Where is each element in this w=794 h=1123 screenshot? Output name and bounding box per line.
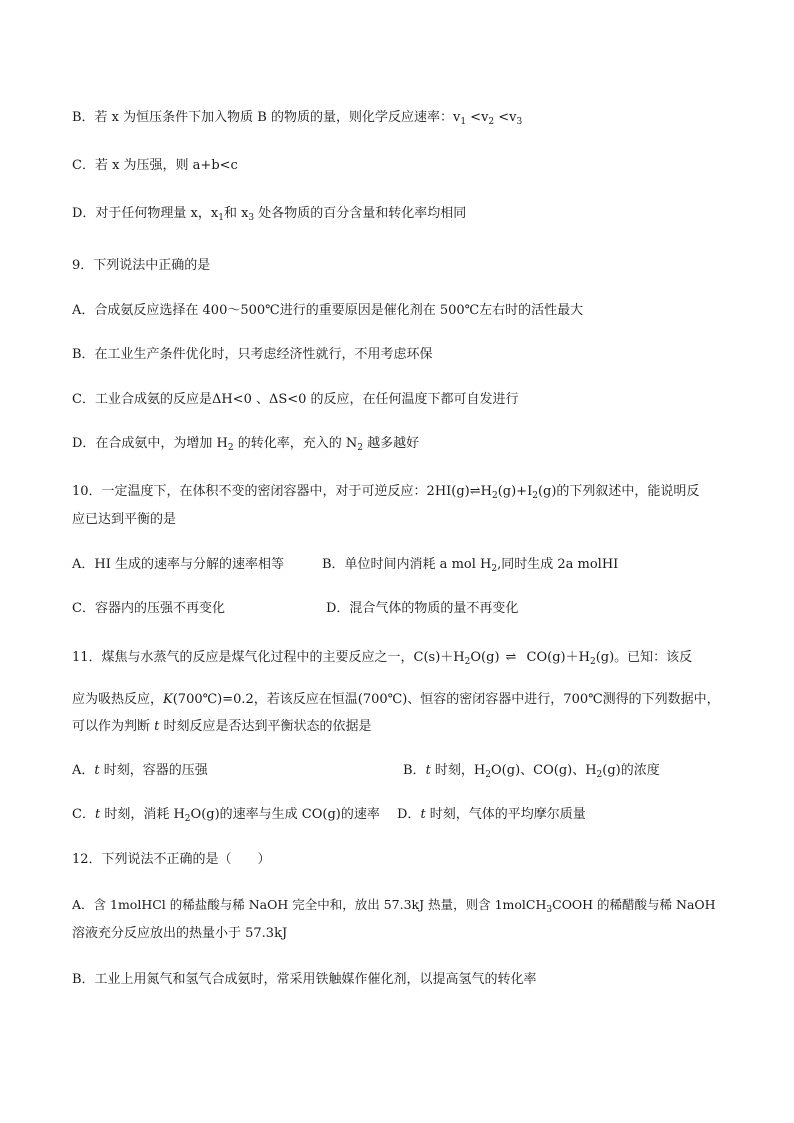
q9-option-a-text: A．合成氨反应选择在 400～500℃进行的重要原因是催化剂在 500℃左右时的活性最大: [72, 303, 584, 318]
q10-option-d-text: D．混合气体的物质的量不再变化: [326, 601, 519, 616]
q9-stem: [72, 258, 210, 274]
q8-option-c: [72, 158, 238, 174]
q11-stem-line2: [72, 692, 720, 708]
q12-stem: [72, 852, 271, 868]
q10-stem-text: (g)+I: [497, 484, 533, 499]
q10-option-b-text: B．单位时间内消耗 a mol H: [322, 557, 492, 572]
q8-option-d-text: D．对于任何物理量 x，x: [72, 206, 219, 221]
q11-stem-text: O(g): [470, 650, 500, 665]
subscript: 2: [357, 443, 364, 453]
q9-option-d-text: 的转化率，充入的 N: [233, 436, 358, 451]
q10-option-a: [72, 557, 284, 573]
equilibrium-arrow-icon: ⇌: [505, 650, 517, 665]
q11-option-b: [403, 763, 660, 779]
subscript: 2: [464, 657, 471, 667]
q10-stem-text: 10．一定温度下，在体积不变的密闭容器中，对于可逆反应：2HI(g)⇌H: [72, 484, 492, 499]
q10-option-a-text: A．HI 生成的速率与分解的速率相等: [72, 557, 284, 572]
time-symbol: t: [425, 763, 431, 778]
equilibrium-constant-symbol: K: [163, 692, 173, 707]
q11-stem-text: (g)。已知：该反: [595, 650, 693, 665]
q11-stem-text: CO(g)＋H: [522, 650, 590, 665]
subscript: 2: [184, 814, 191, 824]
q8-option-d: [72, 206, 466, 222]
q10-stem-text: (g)的下列叙述中，能说明反: [537, 484, 700, 499]
q11-stem-line1: [72, 650, 692, 666]
q10-stem-line2: [72, 512, 176, 528]
q11-option-c-text: C．: [72, 807, 95, 822]
subscript: 2: [485, 770, 492, 780]
q11-option-a: [72, 763, 208, 779]
q8-option-b-text: <v: [466, 110, 489, 125]
time-symbol: t: [420, 807, 426, 822]
q12-option-a-text: 溶液充分反应放出的热量小于 57.3kJ: [72, 926, 288, 941]
q11-option-d-text: 时刻，气体的平均摩尔质量: [425, 807, 586, 822]
q12-option-a-text: A．含 1molHCl 的稀盐酸与稀 NaOH 完全中和，放出 57.3kJ 热量，则含 1molCH: [72, 897, 547, 912]
q11-stem-line3: [72, 719, 372, 735]
subscript: 3: [516, 117, 523, 127]
subscript: 2: [589, 657, 596, 667]
q8-option-b-text: <v: [494, 110, 517, 125]
q10-option-b-text: ,同时生成 2a molHI: [497, 557, 619, 572]
subscript: 2: [488, 117, 495, 127]
q12-option-b-text: B．工业上用氮气和氢气合成氨时，常采用铁触媒作催化剂，以提高氢气的转化率: [72, 972, 537, 987]
q12-option-a-text: COOH 的稀醋酸与稀 NaOH: [552, 897, 716, 912]
q8-option-b: [72, 110, 522, 126]
q9-option-b-text: B．在工业生产条件优化时，只考虑经济性就行，不用考虑环保: [72, 347, 433, 362]
subscript: 3: [546, 905, 553, 915]
q8-option-b-text: B．若 x 为恒压条件下加入物质 B 的物质的量，则化学反应速率：v: [72, 110, 461, 125]
q10-stem-line1: [72, 484, 699, 500]
subscript: 3: [248, 213, 255, 223]
subscript: 1: [218, 213, 224, 223]
q10-option-d: [326, 601, 518, 617]
q12-stem-text: 12．下列说法不正确的是（ ）: [72, 852, 271, 867]
q11-option-c: [72, 807, 380, 823]
q11-stem-text: 时刻反应是否达到平衡状态的依据是: [159, 719, 372, 734]
q11-option-a-text: 时刻，容器的压强: [99, 763, 208, 778]
q12-option-b: [72, 972, 537, 988]
q9-option-d: [72, 436, 419, 452]
q10-stem-text: 应已达到平衡的是: [72, 512, 177, 527]
q12-option-a-line2: [72, 926, 287, 942]
q11-stem-text: (700℃)=0.2，若该反应在恒温(700℃)、恒容的密闭容器中进行，700℃测得的下列数据中，: [172, 692, 720, 707]
q11-option-c-text: O(g)的速率与生成 CO(g)的速率: [190, 807, 380, 822]
q8-option-d-text: 处各物质的百分含量和转化率均相同: [254, 206, 467, 221]
subscript: 1: [460, 117, 467, 127]
q11-stem-text: 应为吸热反应，: [72, 692, 164, 707]
q11-option-b-text: 时刻，H: [430, 763, 486, 778]
q8-option-d-text: 和 x: [223, 206, 249, 221]
q10-option-c-text: C．容器内的压强不再变化: [72, 601, 225, 616]
q9-option-b: [72, 347, 433, 363]
subscript: 2: [532, 491, 538, 501]
q11-stem-text: 可以作为判断: [72, 719, 155, 734]
time-symbol: t: [94, 807, 101, 822]
subscript: 2: [491, 564, 498, 574]
q11-option-d: [397, 807, 586, 823]
q11-option-d-text: D．: [397, 807, 421, 822]
q12-option-a-line1: [72, 897, 716, 913]
q9-stem-text: 9．下列说法中正确的是: [72, 258, 211, 273]
q11-option-b-text: (g)的浓度: [602, 763, 660, 778]
q10-option-c: [72, 601, 225, 617]
q9-option-a: [72, 303, 583, 319]
time-symbol: t: [154, 719, 160, 734]
q9-option-d-text: 越多越好: [363, 436, 420, 451]
q11-option-b-text: B．: [403, 763, 426, 778]
q9-option-c: [72, 392, 519, 408]
q11-option-c-text: 时刻，消耗 H: [100, 807, 185, 822]
q11-stem-text: 11．煤焦与水蒸气的反应是煤气化过程中的主要反应之一，C(s)＋H: [72, 650, 465, 665]
subscript: 2: [596, 770, 603, 780]
time-symbol: t: [94, 763, 100, 778]
q11-option-b-text: O(g)、CO(g)、H: [491, 763, 597, 778]
subscript: 2: [227, 443, 234, 453]
subscript: 2: [491, 491, 498, 501]
q9-option-c-text: C．工业合成氨的反应是ΔH<0 、ΔS<0 的反应，在任何温度下都可自发进行: [72, 392, 519, 407]
q9-option-d-text: D．在合成氨中，为增加 H: [72, 436, 228, 451]
q11-option-a-text: A．: [72, 763, 95, 778]
q10-option-b: [322, 557, 618, 573]
q8-option-c-text: C．若 x 为压强，则 a+b<c: [72, 158, 238, 173]
